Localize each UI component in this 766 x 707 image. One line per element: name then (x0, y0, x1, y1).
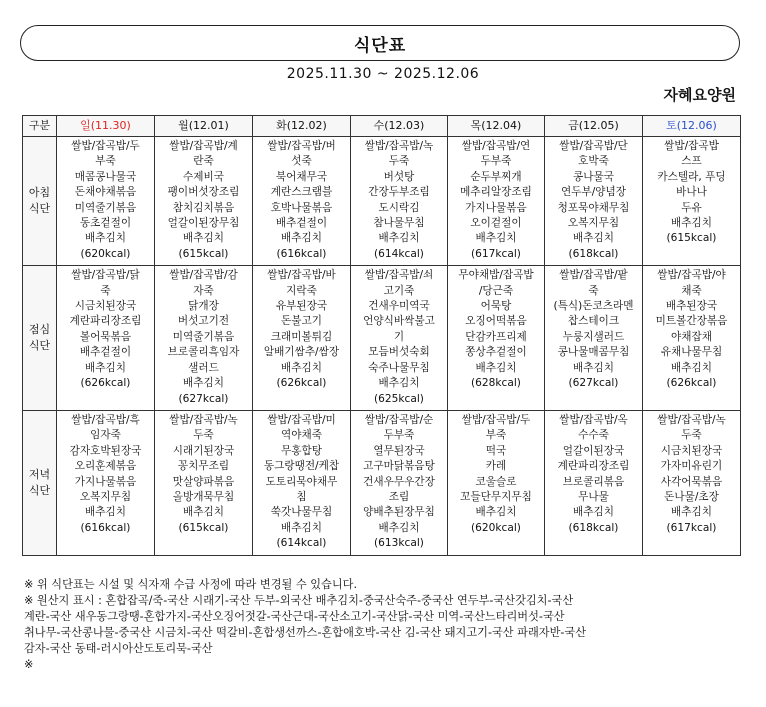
menu-item: 계란스크램블 (270, 186, 333, 199)
menu-item: 열무된장국 (373, 444, 425, 457)
meal-label-line: 저녁 (28, 467, 51, 481)
menu-item: 배추김치 (183, 232, 224, 245)
menu-item: 배추김치 (475, 232, 517, 245)
meal-label-line: 식단 (28, 202, 51, 216)
menu-item: 참치김치볶음 (172, 201, 235, 214)
menu-item: 두유 (681, 201, 702, 214)
menu-item: 돈채야채볶음 (74, 186, 137, 199)
menu-item: 오리훈제볶음 (74, 460, 137, 473)
meal-label-line: 식단 (28, 483, 51, 497)
menu-item: (614kcal) (276, 537, 327, 550)
menu-item: 찹스테이크 (567, 315, 620, 328)
menu-item: (617kcal) (666, 521, 717, 534)
menu-item: 침 (296, 490, 307, 503)
menu-item: 도토리묵야채무 (265, 475, 338, 488)
menu-cell (351, 137, 448, 266)
meal-label-line: 점심 (28, 323, 51, 337)
menu-item: (616kcal) (80, 521, 131, 534)
menu-cell (155, 137, 253, 266)
menu-item: 쌀밥/잡곡밥/단 (559, 140, 628, 152)
menu-item: 란죽 (193, 155, 214, 168)
menu-item: 배추김치 (85, 232, 126, 245)
menu-item: (628kcal) (471, 377, 521, 390)
menu-item: 연두부/양념장 (561, 186, 626, 199)
notes-section (24, 577, 744, 673)
meal-label-line: 식단 (28, 339, 51, 353)
menu-item: 배추김치 (378, 521, 420, 534)
menu-cell (155, 266, 253, 411)
menu-item: 배추김치 (475, 361, 517, 374)
menu-item: 쌀밥/잡곡밥/녹 (169, 413, 238, 426)
header-day-fri: 금(12.05) (545, 116, 643, 137)
menu-item: (617kcal) (471, 247, 521, 260)
menu-cell (448, 137, 545, 266)
menu-item: 숙주나물무침 (368, 361, 430, 374)
menu-item: 야채잡채 (671, 330, 712, 343)
header-day-tue: 화(12.02) (253, 116, 351, 137)
menu-item: 배추김치 (573, 506, 614, 519)
menu-item: (618kcal) (568, 521, 619, 534)
menu-item: 닭개장 (188, 300, 219, 313)
note-line: 계란-국산 새우동그랑땡-혼합가지-국산오징어젓갈-국산근대-국산소고기-국산닭-국산 미역-국산느타리버섯-국산 (24, 610, 565, 623)
menu-item: 배추겉절이 (79, 346, 132, 359)
menu-item: 배추김치 (671, 361, 712, 374)
menu-item: /당근죽 (478, 284, 514, 297)
menu-item: (626kcal) (80, 377, 131, 390)
menu-item: 배추김치 (183, 506, 224, 519)
menu-item: 사각어묵볶음 (660, 475, 723, 488)
note-line: 감자-국산 동태-러시아산도토리묵-국산 (24, 642, 213, 655)
menu-item: 샐러드 (188, 361, 219, 374)
menu-item: 꼬들단무지무침 (460, 490, 532, 503)
menu-cell (57, 410, 155, 555)
menu-item: 배추겉절이 (275, 217, 328, 230)
menu-item: 부죽 (95, 155, 116, 168)
menu-item: 얼갈이된장국 (562, 444, 625, 457)
menu-item: 코울슬로 (475, 475, 517, 488)
menu-item: 미트볼간장볶음 (655, 315, 728, 328)
menu-item: (627kcal) (178, 392, 229, 405)
menu-title: 식단표 (353, 35, 407, 56)
menu-item: 쌀밥/잡곡밥 (664, 140, 719, 152)
menu-item: 조림 (388, 490, 410, 503)
header-day-thu: 목(12.04) (448, 116, 545, 137)
menu-cell (448, 266, 545, 411)
menu-item: (626kcal) (666, 377, 717, 390)
menu-item: 배추김치 (378, 232, 420, 245)
menu-item: 알배기쌈추/쌈장 (263, 346, 340, 359)
menu-item: 떡국 (485, 444, 507, 457)
menu-item: 간장두부조림 (368, 186, 430, 199)
menu-item: 고기죽 (383, 284, 415, 297)
menu-item: 배추김치 (183, 377, 224, 390)
organization-name: 자혜요양원 (663, 86, 736, 104)
menu-item: 동그랑땡전/케찹 (263, 460, 340, 473)
menu-item: (620kcal) (80, 247, 131, 260)
header-day-sat: 토(12.06) (643, 116, 741, 137)
menu-item: 배추김치 (85, 361, 126, 374)
menu-item: 동초겉절이 (79, 217, 132, 230)
menu-item: 쑥갓나물무침 (270, 506, 333, 519)
menu-item: 올방개묵무침 (172, 490, 235, 503)
menu-cell (643, 137, 741, 266)
menu-item: 계란파리장조림 (69, 315, 142, 328)
menu-item: 배추김치 (281, 521, 322, 534)
menu-item: 배추김치 (671, 217, 712, 230)
menu-item: 어묵탕 (480, 300, 512, 313)
menu-item: 시래기된장국 (172, 444, 235, 457)
menu-cell (253, 266, 351, 411)
menu-item: (627kcal) (568, 377, 619, 390)
menu-cell (545, 410, 643, 555)
menu-item: 호박나물볶음 (270, 201, 333, 214)
menu-item: 배추김치 (573, 232, 614, 245)
meal-row (23, 266, 741, 411)
menu-item: 유부된장국 (275, 300, 328, 313)
menu-item: 얼갈이된장무침 (167, 217, 240, 230)
menu-item: 두부죽 (383, 429, 415, 442)
menu-item: 죽 (588, 284, 599, 297)
note-line: ※ 원산지 표시 : 혼합잡곡/죽-국산 시래기-국산 두부-외국산 배추김치-중국산숙주-중국산 연두부-국산갓김치-국산 (24, 594, 574, 607)
menu-item: (615kcal) (666, 232, 717, 245)
menu-cell (643, 410, 741, 555)
menu-item: 쌀밥/잡곡밥/녹 (364, 140, 434, 152)
menu-item: 카레 (485, 460, 507, 473)
menu-cell (545, 137, 643, 266)
menu-item: 무홍합탕 (281, 444, 322, 457)
menu-item: 쌀밥/잡곡밥/쇠 (364, 269, 434, 282)
meal-row (23, 410, 741, 555)
menu-item: (618kcal) (568, 247, 619, 260)
menu-item: 지락죽 (286, 284, 317, 297)
menu-cell (155, 410, 253, 555)
menu-item: 두죽 (193, 429, 214, 442)
menu-item: (620kcal) (471, 521, 521, 534)
header-day-mon: 월(12.01) (155, 116, 253, 137)
menu-item: 버섯고기전 (177, 315, 230, 328)
menu-item: 매콤콩나물국 (74, 170, 137, 183)
header-day-sun: 일(11.30) (57, 116, 155, 137)
menu-item: 감자호박된장국 (69, 444, 142, 457)
menu-cell (643, 266, 741, 411)
menu-item: 쌀밥/잡곡밥/감 (169, 269, 238, 282)
meal-label (23, 137, 57, 266)
menu-item: 크래미볼튀김 (270, 330, 333, 343)
menu-item: (613kcal) (374, 537, 424, 550)
menu-item: 시금치된장국 (74, 300, 137, 313)
menu-item: 배추김치 (671, 506, 712, 519)
menu-item: (614kcal) (374, 247, 424, 260)
meal-label-line: 아침 (28, 186, 51, 200)
menu-item: 누룽지샐러드 (562, 330, 625, 343)
menu-cell (545, 266, 643, 411)
menu-item: 꽁치무조림 (177, 460, 230, 473)
menu-item: 쌀밥/잡곡밥/두 (71, 140, 140, 152)
menu-item: 북어채무국 (275, 170, 328, 183)
menu-item: 브로콜리볶음 (562, 475, 625, 488)
menu-item: 기 (393, 330, 405, 343)
menu-item: 참나물무침 (373, 217, 425, 230)
menu-item: 무나물 (578, 490, 609, 503)
menu-item: 섯죽 (291, 155, 312, 168)
menu-item: 미역줄기볶음 (74, 201, 137, 214)
menu-item: 쌀밥/잡곡밥/녹 (657, 413, 726, 426)
menu-item: 죽 (100, 284, 111, 297)
menu-item: 쌀밥/잡곡밥/야 (657, 269, 726, 282)
menu-item: 오복지무침 (567, 217, 620, 230)
menu-item: 스프 (681, 155, 702, 168)
menu-item: 버섯탕 (383, 170, 415, 183)
menu-item: 쌀밥/잡곡밥/흑 (71, 413, 140, 426)
menu-item: 도시락김 (378, 201, 420, 214)
menu-item: 돈불고기 (281, 315, 322, 328)
menu-item: 시금치된장국 (660, 444, 723, 457)
menu-item: 바나나 (676, 186, 707, 199)
menu-item: 팽이버섯장조림 (167, 186, 240, 199)
menu-item: 채죽 (681, 284, 702, 297)
menu-item: 쌀밥/잡곡밥/연 (461, 140, 531, 152)
menu-item: (625kcal) (374, 392, 424, 405)
menu-cell (351, 266, 448, 411)
menu-cell (253, 137, 351, 266)
menu-item: 쌀밥/잡곡밥/옥 (559, 413, 628, 426)
menu-item: 콩나물국 (573, 170, 614, 183)
menu-cell (351, 410, 448, 555)
menu-item: 배추된장국 (665, 300, 718, 313)
menu-item: 양배추된장무침 (363, 506, 435, 519)
menu-item: 임자죽 (90, 429, 121, 442)
menu-item: 두죽 (681, 429, 702, 442)
menu-item: 쫑상추겉절이 (465, 346, 527, 359)
menu-item: 미역줄기볶음 (172, 330, 235, 343)
menu-item: (특식)돈코츠라멘 (553, 300, 634, 313)
note-line: 취나무-국산콩나물-중국산 시금치-국산 떡갈비-혼합생선까스-혼합애호박-국산 김-국산 돼지고기-국산 파래자반-국산 (24, 626, 587, 639)
menu-item: 쌀밥/잡곡밥/팥 (559, 269, 628, 282)
menu-item: 언양식바싹불고 (363, 315, 435, 328)
menu-item: 단감카프리제 (465, 330, 527, 343)
menu-item: 유채나물무침 (660, 346, 723, 359)
menu-item: 배추김치 (573, 361, 614, 374)
menu-item: 쌀밥/잡곡밥/계 (169, 140, 238, 152)
menu-item: 볼어묵볶음 (79, 330, 132, 343)
menu-item: 배추김치 (85, 506, 126, 519)
menu-item: 고구마닭볶음탕 (363, 460, 435, 473)
menu-item: (616kcal) (276, 247, 327, 260)
meal-label (23, 410, 57, 555)
menu-item: 쌀밥/잡곡밥/순 (364, 413, 434, 426)
header-category: 구분 (23, 116, 57, 137)
menu-item: 맛살양파볶음 (172, 475, 235, 488)
menu-item: 역야채죽 (281, 429, 322, 442)
menu-item: 브로콜리흑임자 (167, 346, 240, 359)
menu-period: 2025.11.30 ~ 2025.12.06 (286, 66, 480, 82)
menu-item: 가지나물볶음 (74, 475, 137, 488)
menu-item: 모듬버섯숙회 (368, 346, 430, 359)
menu-cell (57, 137, 155, 266)
menu-item: 배추김치 (281, 361, 322, 374)
menu-item: 오이겉절이 (470, 217, 522, 230)
menu-item: 오징어떡볶음 (465, 315, 527, 328)
menu-item: 자죽 (193, 284, 214, 297)
menu-cell (448, 410, 545, 555)
menu-item: 쌀밥/잡곡밥/버 (267, 140, 336, 152)
header-day-wed: 수(12.03) (351, 116, 448, 137)
menu-body (23, 137, 741, 556)
menu-item: 계란파리장조림 (557, 460, 630, 473)
menu-item: 두죽 (388, 155, 410, 168)
header-row (23, 116, 741, 137)
menu-item: 무야채밥/잡곡밥 (458, 269, 534, 282)
menu-item: 오복지무침 (79, 490, 132, 503)
menu-item: 쌀밥/잡곡밥/두 (461, 413, 531, 426)
menu-item: 부죽 (485, 429, 507, 442)
menu-item: 두부죽 (480, 155, 512, 168)
menu-item: 돈나물/초장 (664, 490, 719, 503)
menu-item: 카스텔라, 푸딩 (657, 170, 726, 183)
note-line: ※ (24, 658, 34, 671)
menu-item: 수수죽 (578, 429, 609, 442)
menu-item: 콩나물매콤무침 (557, 346, 630, 359)
menu-item: 순두부찌개 (470, 170, 522, 183)
note-line: ※ 위 식단표는 시설 및 식자재 수급 사정에 따라 변경될 수 있습니다. (24, 578, 358, 591)
menu-cell (57, 266, 155, 411)
meal-row (23, 137, 741, 266)
menu-item: 건새우미역국 (368, 300, 430, 313)
menu-item: 건새우무우간장 (363, 475, 435, 488)
menu-item: 수제비국 (183, 170, 224, 183)
menu-item: (615kcal) (178, 247, 229, 260)
menu-item: 배추김치 (281, 232, 322, 245)
menu-item: 가자미유린기 (660, 460, 723, 473)
menu-item: 배추김치 (475, 506, 517, 519)
meal-label (23, 266, 57, 411)
menu-item: (626kcal) (276, 377, 327, 390)
menu-item: 쌀밥/잡곡밥/미 (267, 413, 336, 426)
weekly-menu-table (22, 115, 741, 556)
menu-item: 배추김치 (378, 377, 420, 390)
menu-title-box (20, 25, 740, 61)
menu-cell (253, 410, 351, 555)
menu-item: 쌀밥/잡곡밥/바 (267, 269, 336, 282)
menu-item: 호박죽 (578, 155, 609, 168)
menu-item: (615kcal) (178, 521, 229, 534)
menu-item: 가지나물볶음 (465, 201, 527, 214)
menu-item: 청포묵야채무침 (557, 201, 630, 214)
menu-item: 쌀밥/잡곡밥/닭 (71, 269, 140, 282)
menu-item: 메추리알장조림 (460, 186, 532, 199)
